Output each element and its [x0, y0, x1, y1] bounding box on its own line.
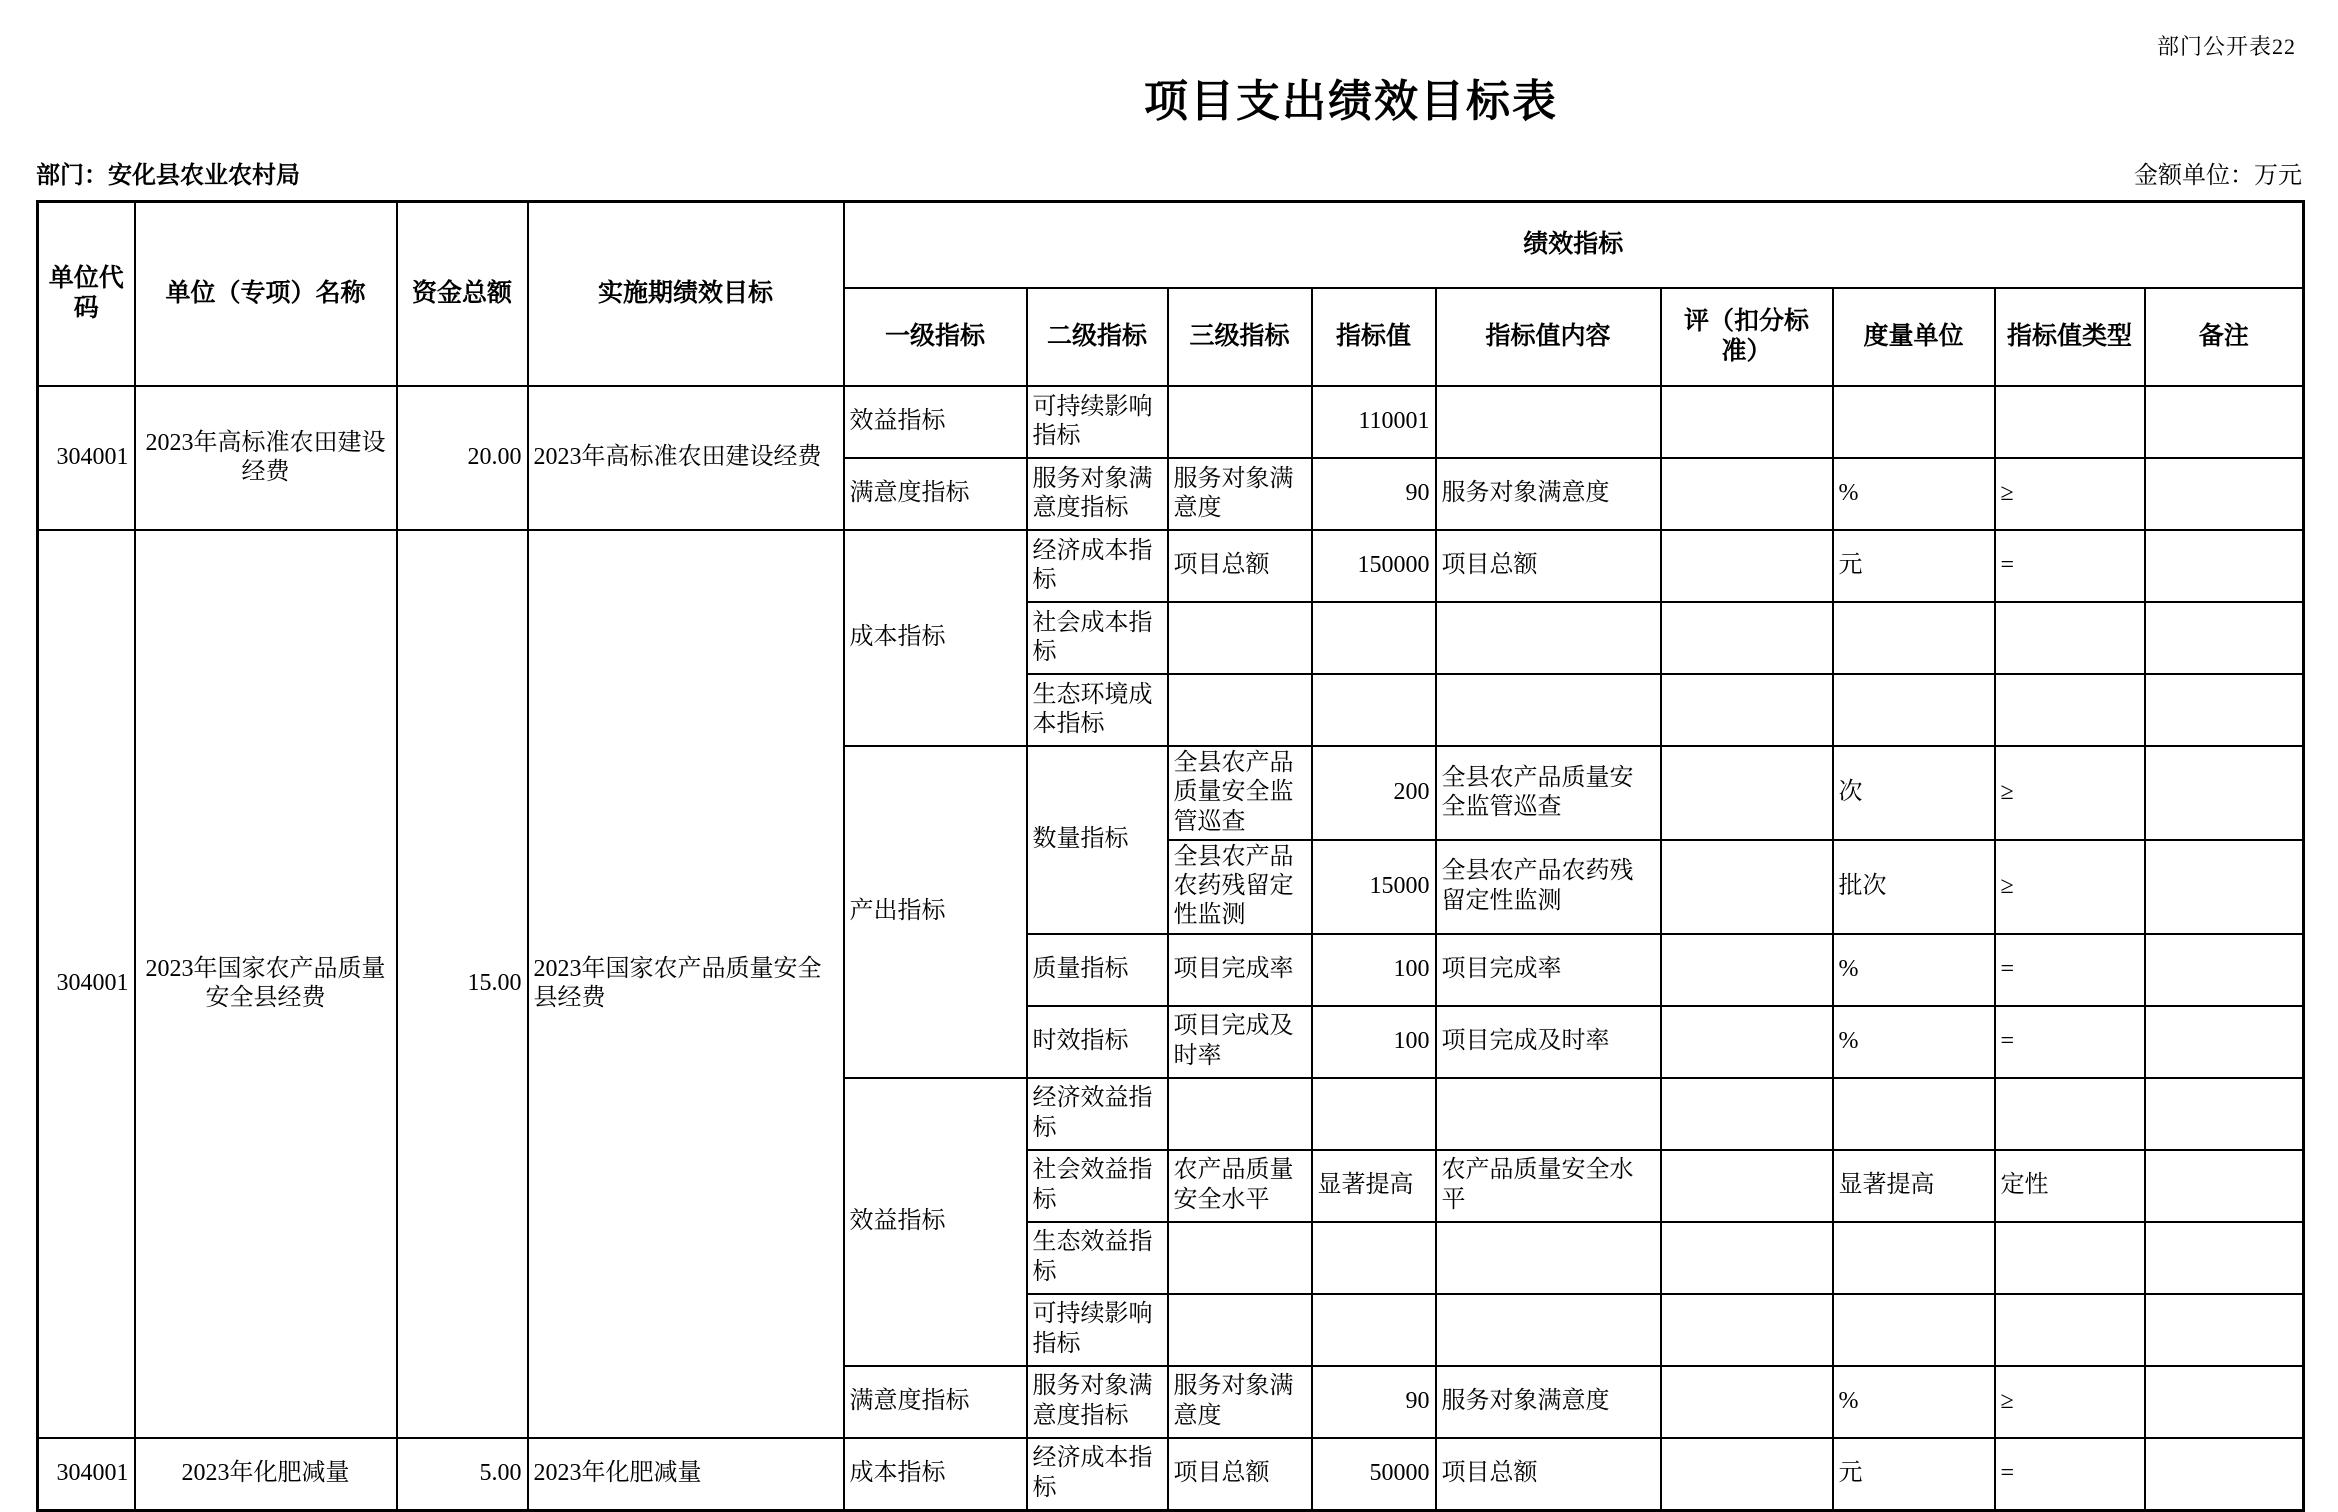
- level3-indicator-cell: 全县农产品质量安全监管巡查: [1168, 746, 1312, 840]
- level2-indicator-cell: 经济效益指标: [1027, 1078, 1168, 1150]
- level2-indicator-cell: 服务对象满意度指标: [1027, 1366, 1168, 1438]
- level1-indicator-cell: 满意度指标: [844, 458, 1027, 530]
- indicator-value-cell: 200: [1312, 746, 1436, 840]
- indicator-content-cell: 项目完成率: [1436, 934, 1661, 1006]
- deduction-standard-cell: [1661, 1078, 1833, 1150]
- col-header-indicator-value: 指标值: [1312, 288, 1436, 386]
- indicator-value-cell: 150000: [1312, 530, 1436, 602]
- level3-indicator-cell: 项目完成率: [1168, 934, 1312, 1006]
- value-type-cell: ≥: [1995, 458, 2145, 530]
- value-type-cell: =: [1995, 934, 2145, 1006]
- col-header-period-target: 实施期绩效目标: [528, 202, 844, 387]
- col-header-fund-total: 资金总额: [397, 202, 528, 387]
- value-type-cell: =: [1995, 1006, 2145, 1078]
- value-type-cell: ≥: [1995, 840, 2145, 934]
- value-type-cell: ≥: [1995, 746, 2145, 840]
- indicator-content-cell: 项目总额: [1436, 530, 1661, 602]
- deduction-standard-cell: [1661, 746, 1833, 840]
- remark-cell: [2145, 530, 2304, 602]
- deduction-standard-cell: [1661, 602, 1833, 674]
- indicator-value-cell: [1312, 1294, 1436, 1366]
- measure-unit-cell: %: [1833, 458, 1995, 530]
- remark-cell: [2145, 840, 2304, 934]
- deduction-standard-cell: [1661, 1006, 1833, 1078]
- level3-indicator-cell: [1168, 1078, 1312, 1150]
- measure-unit-cell: %: [1833, 934, 1995, 1006]
- indicator-content-cell: [1436, 1078, 1661, 1150]
- remark-cell: [2145, 1078, 2304, 1150]
- indicator-content-cell: [1436, 1222, 1661, 1294]
- indicator-content-cell: 服务对象满意度: [1436, 1366, 1661, 1438]
- deduction-standard-cell: [1661, 530, 1833, 602]
- measure-unit-cell: [1833, 1294, 1995, 1366]
- table-row: [38, 1438, 2304, 1511]
- level3-indicator-cell: [1168, 1222, 1312, 1294]
- info-row: [36, 155, 2302, 190]
- col-header-level2-indicator: 二级指标: [1027, 288, 1168, 386]
- indicator-value-cell: [1312, 602, 1436, 674]
- col-header-remark: 备注: [2145, 288, 2304, 386]
- col-header-unit-name: 单位（专项）名称: [135, 202, 397, 387]
- remark-cell: [2145, 674, 2304, 746]
- col-header-measure-unit: 度量单位: [1833, 288, 1995, 386]
- deduction-standard-cell: [1661, 840, 1833, 934]
- level3-indicator-cell: 项目总额: [1168, 530, 1312, 602]
- table-header: [38, 202, 2304, 387]
- indicator-content-cell: [1436, 1294, 1661, 1366]
- table-row: [38, 530, 2304, 602]
- unit-name-cell: 2023年高标准农田建设经费: [135, 386, 397, 530]
- department-label: 部门：安化县农业农村局: [36, 163, 300, 189]
- measure-unit-cell: [1833, 1078, 1995, 1150]
- remark-cell: [2145, 1438, 2304, 1511]
- level3-indicator-cell: 项目总额: [1168, 1438, 1312, 1511]
- fund-total-cell: 15.00: [397, 530, 528, 1438]
- unit-name-cell: 2023年国家农产品质量安全县经费: [135, 530, 397, 1438]
- indicator-content-cell: 全县农产品质量安全监管巡查: [1436, 746, 1661, 840]
- indicator-value-cell: [1312, 1078, 1436, 1150]
- level3-indicator-cell: 服务对象满意度: [1168, 458, 1312, 530]
- level2-indicator-cell: 质量指标: [1027, 934, 1168, 1006]
- col-header-level3-indicator: 三级指标: [1168, 288, 1312, 386]
- measure-unit-cell: 次: [1833, 746, 1995, 840]
- deduction-standard-cell: [1661, 1366, 1833, 1438]
- col-header-level1-indicator: 一级指标: [844, 288, 1027, 386]
- value-type-cell: [1995, 386, 2145, 458]
- level1-indicator-cell: 满意度指标: [844, 1366, 1027, 1438]
- indicator-content-cell: [1436, 386, 1661, 458]
- deduction-standard-cell: [1661, 458, 1833, 530]
- value-type-cell: [1995, 1222, 2145, 1294]
- deduction-standard-cell: [1661, 386, 1833, 458]
- page-title: 项目支出绩效目标表: [1144, 77, 1558, 126]
- remark-cell: [2145, 458, 2304, 530]
- indicator-content-cell: [1436, 602, 1661, 674]
- fund-total-cell: 5.00: [397, 1438, 528, 1511]
- level2-indicator-cell: 时效指标: [1027, 1006, 1168, 1078]
- remark-cell: [2145, 602, 2304, 674]
- measure-unit-cell: %: [1833, 1366, 1995, 1438]
- value-type-cell: [1995, 1294, 2145, 1366]
- indicator-content-cell: 项目总额: [1436, 1438, 1661, 1511]
- remark-cell: [2145, 1006, 2304, 1078]
- level1-indicator-cell: 效益指标: [844, 386, 1027, 458]
- period-target-cell: 2023年国家农产品质量安全县经费: [528, 530, 844, 1438]
- remark-cell: [2145, 1150, 2304, 1222]
- indicator-content-cell: 全县农产品农药残留定性监测: [1436, 840, 1661, 934]
- col-header-performance-indicators: 绩效指标: [844, 202, 2304, 289]
- col-header-indicator-content: 指标值内容: [1436, 288, 1661, 386]
- col-header-deduction-standard: 评（扣分标准）: [1661, 288, 1833, 386]
- deduction-standard-cell: [1661, 1222, 1833, 1294]
- measure-unit-cell: [1833, 602, 1995, 674]
- amount-unit-note: 金额单位：万元: [2134, 163, 2302, 189]
- indicator-value-cell: 90: [1312, 1366, 1436, 1438]
- indicator-value-cell: 90: [1312, 458, 1436, 530]
- indicator-value-cell: 显著提高: [1312, 1150, 1436, 1222]
- indicator-content-cell: 服务对象满意度: [1436, 458, 1661, 530]
- level3-indicator-cell: 全县农产品农药残留定性监测: [1168, 840, 1312, 934]
- remark-cell: [2145, 934, 2304, 1006]
- remark-cell: [2145, 746, 2304, 840]
- remark-cell: [2145, 386, 2304, 458]
- measure-unit-cell: 批次: [1833, 840, 1995, 934]
- indicator-value-cell: 100: [1312, 1006, 1436, 1078]
- deduction-standard-cell: [1661, 934, 1833, 1006]
- level2-indicator-cell: 数量指标: [1027, 746, 1168, 934]
- period-target-cell: 2023年化肥减量: [528, 1438, 844, 1511]
- remark-cell: [2145, 1366, 2304, 1438]
- table-body: [38, 386, 2304, 1510]
- value-type-cell: [1995, 1078, 2145, 1150]
- level1-indicator-cell: 效益指标: [844, 1078, 1027, 1366]
- table-row: [38, 386, 2304, 458]
- unit-code-cell: 304001: [38, 530, 135, 1438]
- col-header-value-type: 指标值类型: [1995, 288, 2145, 386]
- deduction-standard-cell: [1661, 674, 1833, 746]
- indicator-content-cell: 农产品质量安全水平: [1436, 1150, 1661, 1222]
- indicator-value-cell: 100: [1312, 934, 1436, 1006]
- level1-indicator-cell: 成本指标: [844, 530, 1027, 746]
- performance-target-table: [36, 200, 2305, 1512]
- level3-indicator-cell: 农产品质量安全水平: [1168, 1150, 1312, 1222]
- level2-indicator-cell: 可持续影响指标: [1027, 1294, 1168, 1366]
- level3-indicator-cell: [1168, 602, 1312, 674]
- level2-indicator-cell: 社会成本指标: [1027, 602, 1168, 674]
- measure-unit-cell: 显著提高: [1833, 1150, 1995, 1222]
- value-type-cell: =: [1995, 1438, 2145, 1511]
- level2-indicator-cell: 经济成本指标: [1027, 1438, 1168, 1511]
- level3-indicator-cell: 项目完成及时率: [1168, 1006, 1312, 1078]
- level2-indicator-cell: 社会效益指标: [1027, 1150, 1168, 1222]
- measure-unit-cell: [1833, 674, 1995, 746]
- value-type-cell: [1995, 602, 2145, 674]
- level3-indicator-cell: [1168, 674, 1312, 746]
- header-row-top: [38, 202, 2304, 289]
- doc-label: 部门公开表22: [2156, 34, 2296, 59]
- indicator-content-cell: 项目完成及时率: [1436, 1006, 1661, 1078]
- measure-unit-cell: 元: [1833, 530, 1995, 602]
- indicator-value-cell: 50000: [1312, 1438, 1436, 1511]
- deduction-standard-cell: [1661, 1294, 1833, 1366]
- measure-unit-cell: 元: [1833, 1438, 1995, 1511]
- indicator-content-cell: [1436, 674, 1661, 746]
- fund-total-cell: 20.00: [397, 386, 528, 530]
- indicator-value-cell: [1312, 1222, 1436, 1294]
- deduction-standard-cell: [1661, 1438, 1833, 1511]
- indicator-value-cell: [1312, 674, 1436, 746]
- level1-indicator-cell: 产出指标: [844, 746, 1027, 1078]
- level2-indicator-cell: 服务对象满意度指标: [1027, 458, 1168, 530]
- level2-indicator-cell: 经济成本指标: [1027, 530, 1168, 602]
- unit-name-cell: 2023年化肥减量: [135, 1438, 397, 1511]
- deduction-standard-cell: [1661, 1150, 1833, 1222]
- indicator-value-cell: 15000: [1312, 840, 1436, 934]
- value-type-cell: 定性: [1995, 1150, 2145, 1222]
- value-type-cell: [1995, 674, 2145, 746]
- measure-unit-cell: %: [1833, 1006, 1995, 1078]
- remark-cell: [2145, 1222, 2304, 1294]
- unit-code-cell: 304001: [38, 386, 135, 530]
- measure-unit-cell: [1833, 386, 1995, 458]
- level2-indicator-cell: 可持续影响指标: [1027, 386, 1168, 458]
- unit-code-cell: 304001: [38, 1438, 135, 1511]
- level3-indicator-cell: [1168, 386, 1312, 458]
- indicator-value-cell: 110001: [1312, 386, 1436, 458]
- level2-indicator-cell: 生态效益指标: [1027, 1222, 1168, 1294]
- col-header-unit-code: 单位代码: [38, 202, 135, 387]
- level3-indicator-cell: 服务对象满意度: [1168, 1366, 1312, 1438]
- remark-cell: [2145, 1294, 2304, 1366]
- level1-indicator-cell: 成本指标: [844, 1438, 1027, 1511]
- period-target-cell: 2023年高标准农田建设经费: [528, 386, 844, 530]
- level3-indicator-cell: [1168, 1294, 1312, 1366]
- value-type-cell: ≥: [1995, 1366, 2145, 1438]
- measure-unit-cell: [1833, 1222, 1995, 1294]
- value-type-cell: =: [1995, 530, 2145, 602]
- level2-indicator-cell: 生态环境成本指标: [1027, 674, 1168, 746]
